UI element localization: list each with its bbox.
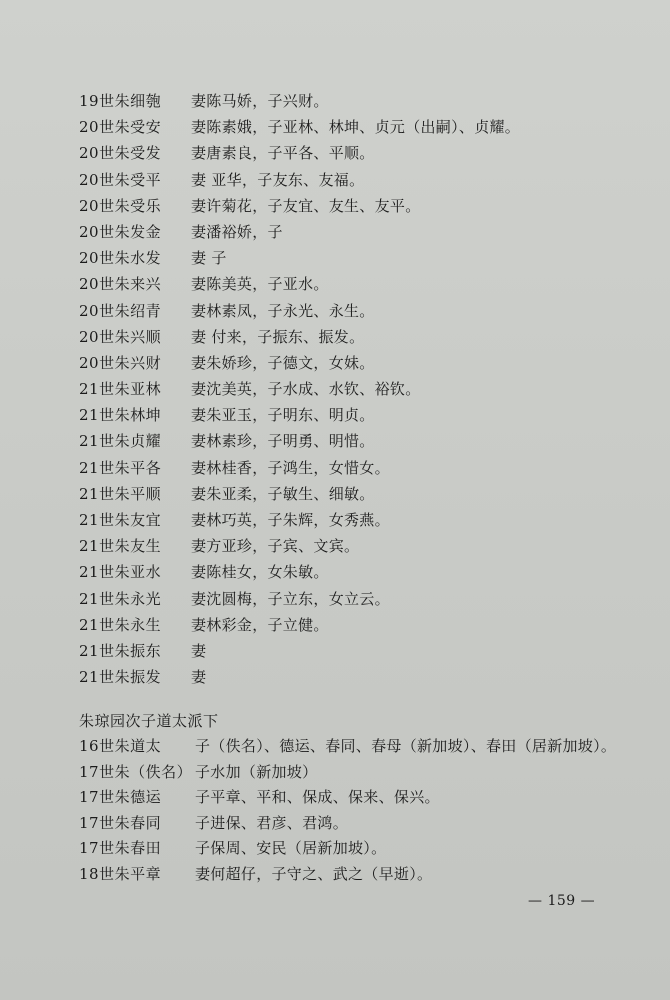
genealogy-entry (79, 862, 616, 888)
genealogy-entry (79, 324, 520, 350)
genealogy-entry (79, 114, 520, 140)
genealogy-entry (79, 376, 520, 402)
genealogy-entry (79, 612, 520, 638)
person-name: 20世朱水发 (79, 249, 162, 268)
person-name: 16世朱道太 (79, 737, 162, 755)
person-name: 17世朱（佚名） (79, 762, 193, 781)
person-name: 21世朱平各 (79, 458, 162, 477)
genealogy-list-2 (79, 734, 616, 888)
family-description: 妻林桂香，子鸿生，女惜女。 (191, 458, 390, 477)
genealogy-entry (79, 298, 520, 324)
person-name: 21世朱平顺 (79, 484, 162, 503)
family-description: 妻林素凤，子永光、永生。 (191, 301, 375, 320)
genealogy-entry (79, 245, 520, 271)
person-name: 21世朱林坤 (79, 406, 162, 425)
family-description: 妻何超仔，子守之、武之（早逝）。 (195, 864, 433, 883)
genealogy-entry (79, 559, 520, 585)
family-description: 妻方亚珍，子宾、文宾。 (191, 537, 360, 556)
family-description: 妻 亚华，子友东、友福。 (191, 170, 365, 189)
person-name: 21世朱友宜 (79, 511, 162, 529)
family-description: 妻唐素良，子平各、平顺。 (191, 144, 375, 163)
family-description: 妻陈桂女，女朱敏。 (191, 563, 329, 582)
family-description: 妻 (191, 641, 207, 660)
family-description: 妻 付来，子振东、振发。 (191, 327, 365, 346)
genealogy-entry (79, 785, 616, 811)
genealogy-entry (79, 507, 520, 533)
family-description: 妻林巧英，子朱辉，女秀燕。 (191, 511, 390, 529)
genealogy-list-1 (79, 88, 520, 690)
genealogy-entry (79, 664, 520, 690)
family-description: 妻陈马娇，子兴财。 (191, 92, 329, 110)
family-description: 妻朱娇珍，子德文，女妹。 (191, 353, 375, 372)
genealogy-entry (79, 586, 520, 612)
person-name: 20世朱受安 (79, 118, 162, 137)
genealogy-entry (79, 533, 520, 559)
person-name: 21世朱永光 (79, 589, 162, 608)
genealogy-entry (79, 455, 520, 481)
person-name: 21世朱亚林 (79, 380, 162, 399)
person-name: 20世朱绍青 (79, 301, 162, 320)
genealogy-entry (79, 88, 520, 114)
family-description: 妻林素珍，子明勇、明惜。 (191, 432, 375, 451)
person-name: 20世朱发金 (79, 222, 162, 241)
family-description: 子保周、安民（居新加坡）。 (195, 839, 387, 858)
genealogy-entry (79, 271, 520, 297)
family-description: 妻陈素娥，子亚林、林坤、贞元（出嗣）、贞耀。 (191, 118, 521, 137)
family-description: 妻潘裕娇，子 (191, 222, 283, 241)
genealogy-entry (79, 638, 520, 664)
family-description: 妻朱亚柔，子敏生、细敏。 (191, 484, 375, 503)
genealogy-entry (79, 167, 520, 193)
family-description: 子（佚名）、德运、春同、春母（新加坡）、春田（居新加坡）。 (195, 737, 617, 755)
family-description: 妻沈美英，子水成、水钦、裕钦。 (191, 380, 421, 399)
family-description: 子进保、君彦、君鸿。 (195, 813, 349, 832)
genealogy-entry (79, 734, 616, 760)
person-name: 21世朱贞耀 (79, 432, 162, 451)
family-description: 子平章、平和、保成、保来、保兴。 (195, 788, 440, 807)
family-description: 妻 (191, 668, 207, 687)
person-name: 17世朱春同 (79, 813, 162, 832)
person-name: 21世朱振东 (79, 641, 162, 660)
branch-heading: 朱琼园次子道太派下 (79, 712, 219, 730)
family-description: 妻许菊花，子友宜、友生、友平。 (191, 196, 421, 215)
person-name: 20世朱受发 (79, 144, 162, 163)
family-description: 妻沈圆梅，子立东，女立云。 (191, 589, 390, 608)
genealogy-entry (79, 428, 520, 454)
genealogy-entry (79, 481, 520, 507)
family-description: 子水加（新加坡） (195, 762, 318, 781)
person-name: 21世朱亚水 (79, 563, 162, 582)
person-name: 17世朱春田 (79, 839, 162, 858)
genealogy-entry (79, 140, 520, 166)
person-name: 20世朱受平 (79, 170, 162, 189)
person-name: 19世朱细匏 (79, 92, 162, 110)
person-name: 20世朱兴财 (79, 353, 162, 372)
family-description: 妻朱亚玉，子明东、明贞。 (191, 406, 375, 425)
genealogy-entry (79, 402, 520, 428)
genealogy-entry (79, 811, 616, 837)
family-description: 妻 子 (191, 249, 227, 268)
genealogy-entry (79, 193, 520, 219)
genealogy-entry (79, 350, 520, 376)
person-name: 17世朱德运 (79, 788, 162, 807)
family-description: 妻陈美英，子亚水。 (191, 275, 329, 294)
family-description: 妻林彩金，子立健。 (191, 615, 329, 634)
genealogy-entry (79, 836, 616, 862)
person-name: 21世朱友生 (79, 537, 162, 556)
person-name: 18世朱平章 (79, 864, 162, 883)
person-name: 21世朱永生 (79, 615, 162, 634)
page-number: — 159 — (528, 893, 596, 909)
person-name: 21世朱振发 (79, 668, 162, 687)
person-name: 20世朱受乐 (79, 196, 162, 215)
person-name: 20世朱兴顺 (79, 327, 162, 346)
person-name: 20世朱来兴 (79, 275, 162, 294)
genealogy-entry (79, 219, 520, 245)
genealogy-entry (79, 760, 616, 786)
